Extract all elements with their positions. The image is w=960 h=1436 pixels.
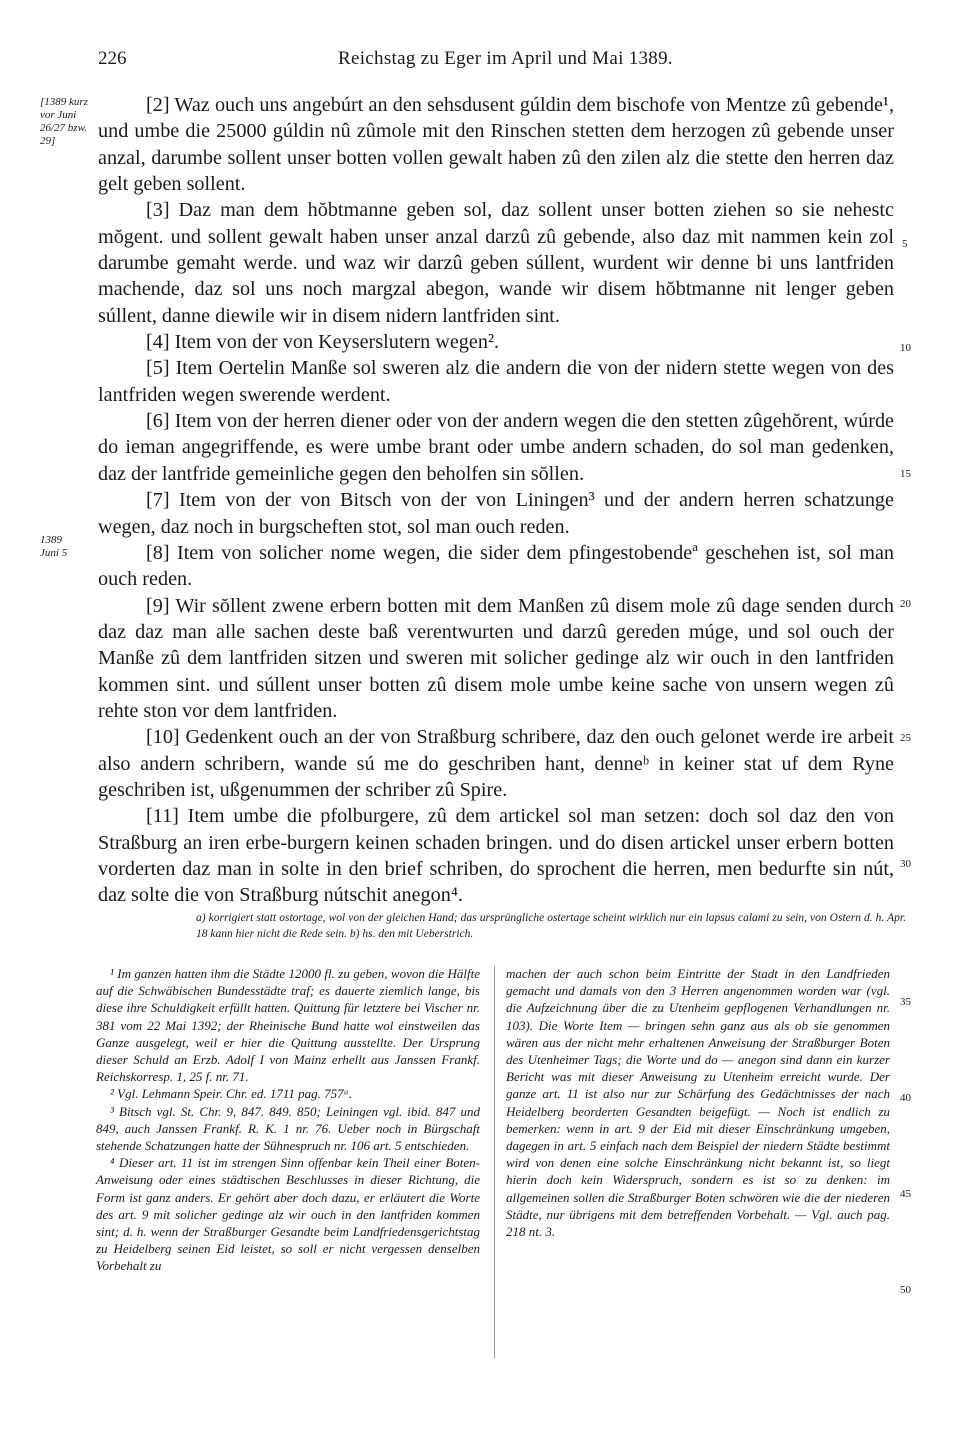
article-paragraph: [6] Item von der herren diener oder von der andern wegen die den stetten zûgehŏrent, wúrde do ieman angegriffende, es were umbe brant oder umbe andern schaden, do sol man gedenken, daz der lantfride gemeinliche gegen den beholfen sin sŏllen. <box>98 410 894 485</box>
footnotes-left-column <box>96 965 480 1275</box>
article-paragraph: [4] Item von der von Keyserslutern wegen². <box>146 331 500 354</box>
article-paragraph: [10] Gedenkent ouch an der von Straßburg schribere, daz den ouch gelonet werde ire arbeit also andern schribern, wande sú me do geschriben hant, denneᵇ in keiner stat uf dem Ryne geschriben ist, ußgenummen der schriber zû Spire. <box>98 726 894 801</box>
line-number: 30 <box>900 858 911 870</box>
article-paragraph: [9] Wir sŏllent zwene erbern botten mit dem Manßen zû disem mole zû dage senden durch daz daz man alle sachen deste baß verentwurten und darzû gereden múge, und sol ouch der Manße zû dem lantfriden sitzen und sweren mit solicher gedinge alz wir ouch in den lantfriden kommen sint. und súllent unser botten zû disem mole umbe keine sache von unsern wegen zû rehte ston vor dem lantfriden. <box>98 594 894 722</box>
line-number: 25 <box>900 732 911 744</box>
main-text <box>98 92 894 909</box>
footnote: ² Vgl. Lehmann Speir. Chr. ed. 1711 pag. 757ᵃ. <box>110 1086 353 1102</box>
page-number: 226 <box>98 48 127 69</box>
running-title: Reichstag zu Eger im April und Mai 1389. <box>338 48 673 69</box>
line-number: 15 <box>900 468 911 480</box>
line-number: 35 <box>900 996 911 1008</box>
date-sidenote: [1389 kurz vor Juni 26/27 bzw. 29] <box>40 96 88 147</box>
line-number: 40 <box>900 1092 911 1104</box>
textual-notes: a) korrigiert statt ostortage, wol von der gleichen Hand; das ursprüngliche ostertage scheint wirklich nur ein lapsus calami zu sein, von Ostern d. h. Apr. 18 kann hier nicht die Rede sein. b) hs. den mit Ueberstrich. <box>196 912 906 940</box>
article-paragraph: [11] Item umbe die pfolburgere, zû dem artickel sol man setzen: doch sol daz den von Straßburg an iren erbe-burgern keinen schaden bringen. und do disen artickel unser erbern botten vorderten daz man in solte in den brief schriben, do sprochent die herren, men bedurfte sin nút, daz solte die von Straßburg nútschit anegon⁴. <box>98 805 894 907</box>
article-paragraph: [2] Waz ouch uns angebúrt an den sehsdusent gúldin dem bischofe von Mentze zû gebende¹, und umbe die 25000 gúldin nû zûmole mit den Rinschen stetten dem herzogen zû gebende unser anzal, darumbe sollent unser botten vollen gewalt haben zû den zilen alz die stette den herren daz gelt geben sollent. <box>98 94 894 196</box>
footnotes-right-column <box>506 965 890 1240</box>
column-divider <box>494 966 495 1358</box>
date-sidenote: 1389 Juni 5 <box>40 534 68 559</box>
footnote-continuation: machen der auch schon beim Eintritte der Stadt in den Landfrieden gemacht und damals von den 3 Herren angenommen worden war (vgl. die Aufzeichnung über die zu Utenheim gepflogenen Verhandlungen nr. 103). Die Worte Item — bringen sehn ganz aus als ob sie genommen wären aus der nicht mehr erhaltenen Anweisung der Straßburger Boten des Utenheimer Tags; die Worte und do — anegon sind dann ein kurzer Bericht was mit dieser Anweisung zu Utenheim erreicht wurde. Der ganze art. 11 ist also nur zur Schärfung des Gedächtnisses der nach Heidelberg beorderten Gesandten beigefügt. — Noch ist endlich zu bemerken: wenn in art. 9 der Eid mit dieser Einschränkung umgeben, dagegen in art. 5 einfach nach dem Beispiel der niedern Städte bestimmt wird von denen eine solche Einschränkung nicht bekannt ist, so liegt hierin doch kein Widerspruch, sondern es ist so zu denken: im allgemeinen sollen die Straßburger Boten schwören wie die der niederen Städte, nur übrigens mit dem betreffenden Vorbehalt. — Vgl. auch pag. 218 nt. 3. <box>506 966 890 1240</box>
line-number: 45 <box>900 1188 911 1200</box>
footnote: ⁴ Dieser art. 11 ist im strengen Sinn offenbar kein Theil einer Boten-Anweisung oder eines städtischen Beschlusses in dieser Richtung, die Form ist ganz anders. Er gehört aber doch dazu, er erläutert die Worte des art. 9 mit solicher gedinge alz wir ouch in den lantfriden kommen sint; d. h. wenn der Straßburger Gesandte beim Landfriedensgerichtstag zu Heidelberg seinen Eid leistet, so soll er nicht vergessen denselben Vorbehalt zu <box>96 1155 480 1274</box>
article-paragraph: [8] Item von solicher nome wegen, die sider dem pfingestobendeª geschehen ist, sol man ouch reden. <box>98 541 894 591</box>
running-header <box>98 48 888 72</box>
article-paragraph: [5] Item Oertelin Manße sol sweren alz die andern die von der nidern stette wegen von des lantfriden wegen swerende werdent. <box>98 357 894 406</box>
line-number: 50 <box>900 1284 911 1296</box>
footnote: ³ Bitsch vgl. St. Chr. 9, 847. 849. 850; Leiningen vgl. ibid. 847 und 849, auch Janssen Frankf. R. K. 1 nr. 76. Ueber noch in Bürgschaft stehende Schatzungen hatte der Sühnespruch nr. 106 art. 5 entschieden. <box>96 1103 480 1154</box>
line-number: 20 <box>900 598 911 610</box>
line-number: 5 <box>902 238 908 250</box>
footnote: ¹ Im ganzen hatten ihm die Städte 12000 fl. zu geben, wovon die Hälfte auf die Schwäbischen Bundesstädte traf; es dauerte ziemlich lange, bis diese ihre Schuldigkeit erfüllt hatten. Quittung für letztere bei Vischer nr. 381 vom 22 Mai 1392; der Rheinische Bund hatte wol einstweilen das Ganze ausgelegt, weil er hier die Quittung ausstellte. Der Ursprung dieser Schuld an Erzb. Adolf I von Mainz erhellt aus Janssen Frankf. Reichskorresp. 1, 25 f. nr. 71. <box>96 966 480 1085</box>
article-paragraph: [7] Item von der von Bitsch von der von Liningen³ und der andern herren schatzunge wegen, daz noch in burgscheften stot, sol man ouch reden. <box>98 489 894 538</box>
line-number: 10 <box>900 342 911 354</box>
article-paragraph: [3] Daz man dem hŏbtmanne geben sol, daz sollent unser botten ziehen so sie nehestc mŏgent. und sollent gewalt haben unser anzal darzû zû gebende, also daz mit nammen kein zol darumbe gemaht werde. und waz wir darzû geben súllent, wurdent wir denne bi uns lantfriden machende, daz sol uns noch margzal abegon, wande wir disem hŏbtmanne nit lenger geben súllent, danne diewile wir in disem nidern lantfriden sint. <box>98 199 894 327</box>
